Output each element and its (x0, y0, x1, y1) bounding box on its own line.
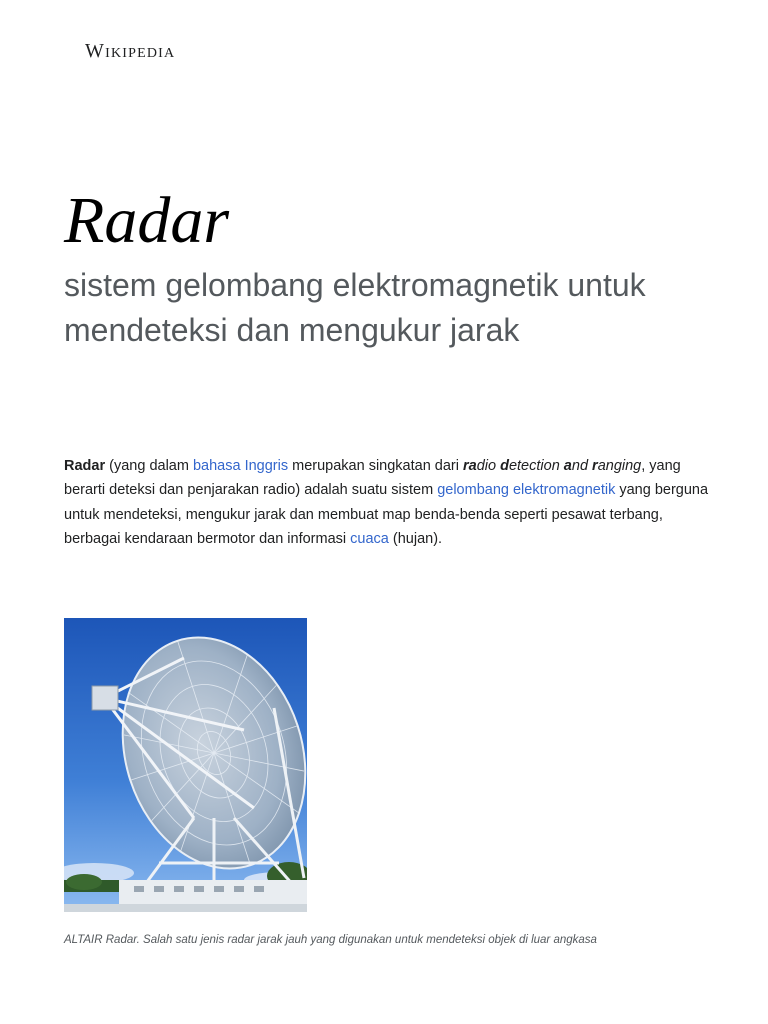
radar-dish-illustration (64, 618, 307, 912)
acronym-letter-r: r (592, 458, 598, 474)
link-cuaca[interactable]: cuaca (350, 530, 389, 547)
acronym-rest-etection: etection (508, 458, 564, 474)
lead-text-3: , yang berarti deteksi dan penjarakan radio) adalah suatu sistem (64, 458, 681, 499)
article-title: Radar (64, 184, 229, 257)
lead-paragraph (64, 454, 714, 551)
acronym-letter-ra: ra (463, 458, 477, 474)
lead-text-4: yang berguna untuk mendeteksi, mengukur jarak dan membuat map benda-benda seperti pesawat terbang, berbagai kendaraan bermotor dan informasi (64, 482, 709, 547)
lead-text-5: (hujan). (388, 530, 443, 547)
lead-text-1: (yang dalam (105, 458, 193, 474)
acronym-rest-nd: nd (571, 458, 593, 474)
acronym-rest-dio: dio (476, 458, 501, 474)
link-gelombang-elektromagnetik[interactable]: gelombang elektromagnetik (437, 482, 616, 499)
acronym-radio (463, 458, 641, 474)
link-bahasa-inggris[interactable]: bahasa Inggris (192, 458, 289, 474)
acronym-rest-anging: anging (597, 458, 642, 474)
figure-caption: ALTAIR Radar. Salah satu jenis radar jarak jauh yang digunakan untuk mendeteksi objek di luar angkasa (64, 934, 597, 946)
lead-term: Radar (64, 458, 106, 474)
radar-image[interactable] (64, 618, 307, 912)
lead-text-2: merupakan singkatan dari (288, 458, 463, 474)
acronym-letter-a: a (563, 458, 572, 474)
acronym-letter-d: d (500, 458, 509, 474)
article-subtitle: sistem gelombang elektromagnetik untuk mendeteksi dan mengukur jarak (64, 267, 646, 348)
wikipedia-wordmark[interactable]: Wikipedia (85, 40, 176, 62)
